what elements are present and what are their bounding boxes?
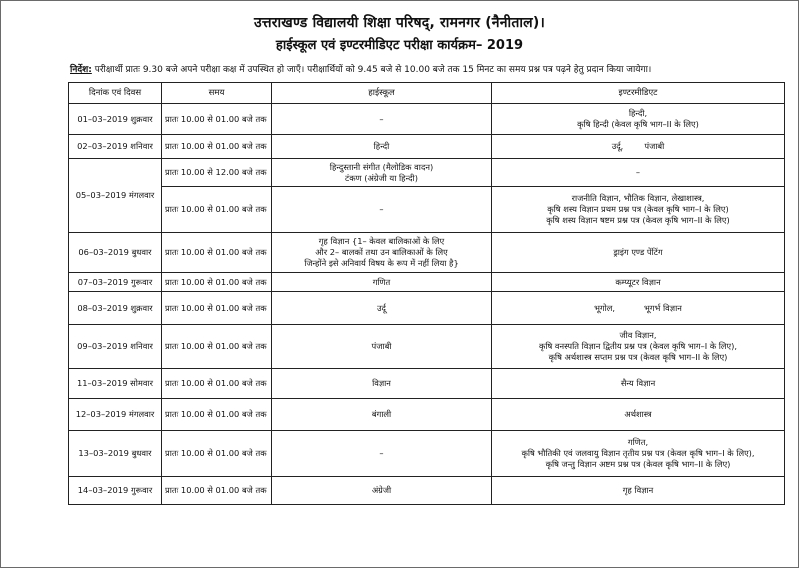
subject-line: – bbox=[379, 448, 384, 458]
highschool-cell bbox=[272, 431, 492, 477]
subject-line: गणित, bbox=[627, 437, 649, 447]
subject-line: कृषि शस्य विज्ञान प्रथम प्रश्न पत्र (केवल कृषि भाग–I के लिए) bbox=[547, 204, 729, 214]
instruction-label: निर्देश: bbox=[70, 65, 92, 75]
subject-line: भूगोल, भूगर्भ विज्ञान bbox=[594, 302, 682, 313]
intermediate-cell bbox=[492, 431, 785, 477]
date-cell: 14–03–2019 गुरूवार bbox=[69, 477, 162, 505]
table-row bbox=[69, 187, 785, 233]
subject-line: सैन्य विज्ञान bbox=[620, 378, 656, 388]
intermediate-cell bbox=[492, 292, 785, 325]
exam-schedule-table bbox=[68, 82, 785, 505]
table-row bbox=[69, 233, 785, 273]
time-cell: प्रातः 10.00 से 01.00 बजे तक bbox=[162, 431, 272, 477]
intermediate-cell bbox=[492, 325, 785, 369]
time-cell: प्रातः 10.00 से 01.00 बजे तक bbox=[162, 273, 272, 292]
subject-line: ड्राइंग एण्ड पेंटिंग bbox=[613, 247, 663, 257]
time-cell: प्रातः 10.00 से 01.00 बजे तक bbox=[162, 233, 272, 273]
col-header-highschool: हाईस्कूल bbox=[272, 83, 492, 104]
subject-line: – bbox=[379, 113, 384, 124]
subject-line: बंगाली bbox=[371, 409, 392, 419]
highschool-cell bbox=[272, 187, 492, 233]
subject-line: कृषि जन्तु विज्ञान अष्टम प्रश्न पत्र (केवल कृषि भाग–II के लिए) bbox=[545, 459, 731, 469]
date-cell: 08–03–2019 शुक्रवार bbox=[69, 292, 162, 325]
subject-line: पंजाबी bbox=[371, 341, 392, 351]
subject-line: – bbox=[635, 167, 641, 177]
date-cell: 02–03–2019 शनिवार bbox=[69, 135, 162, 159]
subject-line: गणित bbox=[372, 276, 391, 287]
highschool-cell bbox=[272, 292, 492, 325]
highschool-cell bbox=[272, 369, 492, 399]
time-cell: प्रातः 10.00 से 01.00 बजे तक bbox=[162, 325, 272, 369]
highschool-cell bbox=[272, 477, 492, 505]
date-cell: 12–03–2019 मंगलवार bbox=[69, 399, 162, 431]
exam-schedule-title: हाईस्कूल एवं इण्टरमीडिएट परीक्षा कार्यक्रम– 2019 bbox=[275, 38, 524, 53]
date-cell: 13–03–2019 बुधवार bbox=[69, 431, 162, 477]
time-cell: प्रातः 10.00 से 12.00 बजे तक bbox=[162, 159, 272, 187]
time-cell: प्रातः 10.00 से 01.00 बजे तक bbox=[162, 104, 272, 135]
subject-line: हिन्दुस्तानी संगीत (मैलोडिक वादन) bbox=[329, 161, 434, 172]
table-row bbox=[69, 104, 785, 135]
col-header-date: दिनांक एवं दिवस bbox=[69, 83, 162, 104]
subject-line: कम्प्यूटर विज्ञान bbox=[615, 276, 661, 287]
subject-line: कृषि शस्य विज्ञान षष्टम प्रश्न पत्र (केवल कृषि भाग–II के लिए) bbox=[546, 215, 730, 225]
date-cell: 09–03–2019 शनिवार bbox=[69, 325, 162, 369]
table-row bbox=[69, 369, 785, 399]
table-row bbox=[69, 399, 785, 431]
subject-line: गृह विज्ञान {1– केवल बालिकाओं के लिए bbox=[318, 236, 445, 246]
intermediate-cell bbox=[492, 135, 785, 159]
date-cell: 07–03–2019 गुरूवार bbox=[69, 273, 162, 292]
table-row bbox=[69, 135, 785, 159]
board-title: उत्तराखण्ड विद्यालयी शिक्षा परिषद्, रामनगर (नैनीताल)। bbox=[254, 15, 545, 31]
table-row bbox=[69, 431, 785, 477]
table-header-row bbox=[69, 83, 785, 104]
table-row bbox=[69, 325, 785, 369]
time-cell: प्रातः 10.00 से 01.00 बजे तक bbox=[162, 477, 272, 505]
subject-line: – bbox=[379, 204, 384, 214]
intermediate-cell bbox=[492, 477, 785, 505]
highschool-cell bbox=[272, 233, 492, 273]
instruction-note bbox=[70, 62, 790, 75]
date-cell: 01–03–2019 शुक्रवार bbox=[69, 104, 162, 135]
subject-line: गृह विज्ञान bbox=[622, 485, 654, 495]
subject-line: अर्थशास्त्र bbox=[624, 409, 652, 419]
subject-line: और 2– बालकों तथा उन बालिकाओं के लिए bbox=[315, 247, 448, 257]
highschool-cell bbox=[272, 399, 492, 431]
time-cell: प्रातः 10.00 से 01.00 बजे तक bbox=[162, 135, 272, 159]
subject-line: अंग्रेजी bbox=[371, 485, 392, 495]
intermediate-cell bbox=[492, 369, 785, 399]
subject-line: उर्दू, पंजाबी bbox=[611, 141, 665, 151]
subject-line: कृषि हिन्दी (केवल कृषि भाग–II के लिए) bbox=[577, 119, 699, 129]
date-cell: 11–03–2019 सोमवार bbox=[69, 369, 162, 399]
intermediate-cell bbox=[492, 159, 785, 187]
highschool-cell bbox=[272, 104, 492, 135]
table-row bbox=[69, 477, 785, 505]
subject-line: जीव विज्ञान, bbox=[619, 330, 657, 340]
subject-line: विज्ञान bbox=[372, 378, 391, 388]
subject-line: जिन्होंने इसे अनिवार्य विषय के रूप में नहीं लिया है} bbox=[304, 258, 459, 268]
highschool-cell bbox=[272, 159, 492, 187]
intermediate-cell bbox=[492, 233, 785, 273]
highschool-cell bbox=[272, 273, 492, 292]
table-row bbox=[69, 292, 785, 325]
subject-line: कृषि भौतिकी एवं जलवायु विज्ञान तृतीय प्रश्न पत्र (केवल कृषि भाग–I के लिए), bbox=[521, 448, 755, 458]
instruction-text: परीक्षार्थी प्रातः 9.30 बजे अपने परीक्षा कक्ष में उपस्थित हो जाएँ। परीक्षार्थियों को 9.45 बजे से 10.00 बजे तक 15 मिनट का समय प्रश्न पत्र पढ़ने हेतु प्रदान किया जायेगा। bbox=[94, 65, 652, 75]
table-row bbox=[69, 159, 785, 187]
date-cell: 06–03–2019 बुधवार bbox=[69, 233, 162, 273]
intermediate-cell bbox=[492, 104, 785, 135]
subject-line: हिन्दी bbox=[373, 141, 390, 151]
date-cell: 05–03–2019 मंगलवार bbox=[69, 159, 162, 233]
time-cell: प्रातः 10.00 से 01.00 बजे तक bbox=[162, 399, 272, 431]
intermediate-cell bbox=[492, 187, 785, 233]
subject-line: टंकण (अंग्रेजी या हिन्दी) bbox=[345, 172, 418, 183]
time-cell: प्रातः 10.00 से 01.00 बजे तक bbox=[162, 187, 272, 233]
subject-line: कृषि वनस्पति विज्ञान द्वितीय प्रश्न पत्र (केवल कृषि भाग–I के लिए), bbox=[538, 341, 738, 351]
highschool-cell bbox=[272, 135, 492, 159]
subject-line: राजनीति विज्ञान, भौतिक विज्ञान, लेखाशास्त्र, bbox=[571, 193, 705, 203]
subject-line: उर्दू bbox=[377, 302, 386, 313]
col-header-intermediate: इण्टरमीडिएट bbox=[492, 83, 785, 104]
subject-line: कृषि अर्थशास्त्र सप्तम प्रश्न पत्र (केवल कृषि भाग–II के लिए) bbox=[548, 352, 728, 362]
intermediate-cell bbox=[492, 273, 785, 292]
subject-line: हिन्दी, bbox=[628, 108, 648, 118]
table-row bbox=[69, 273, 785, 292]
intermediate-cell bbox=[492, 399, 785, 431]
time-cell: प्रातः 10.00 से 01.00 बजे तक bbox=[162, 369, 272, 399]
time-cell: प्रातः 10.00 से 01.00 बजे तक bbox=[162, 292, 272, 325]
highschool-cell bbox=[272, 325, 492, 369]
col-header-time: समय bbox=[162, 83, 272, 104]
